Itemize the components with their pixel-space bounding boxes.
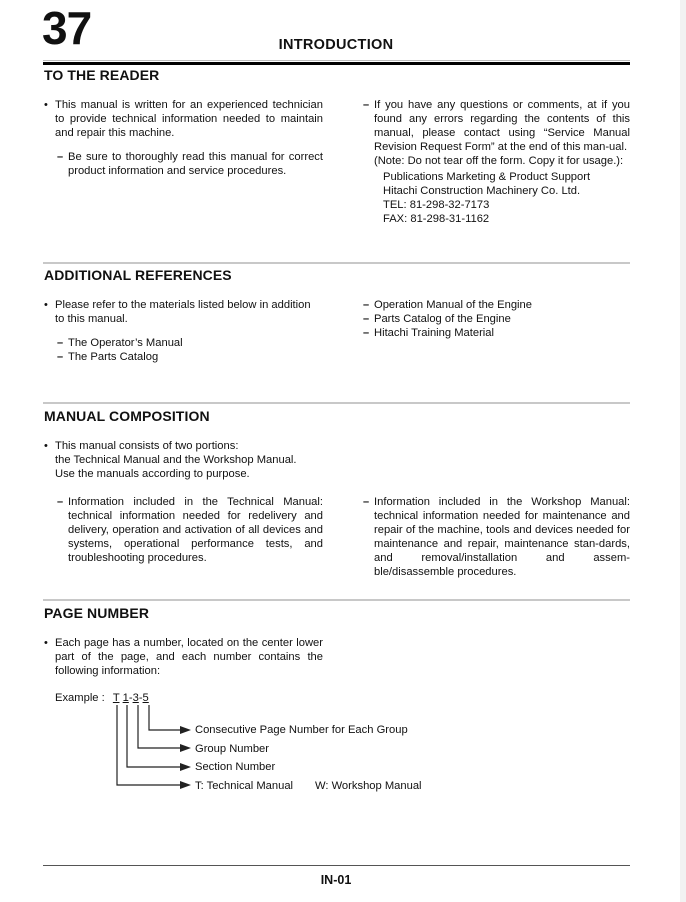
list-item-text: The Parts Catalog: [68, 351, 159, 363]
dash-bullet-icon: –: [363, 313, 370, 325]
section-title-to-the-reader: TO THE READER: [44, 67, 160, 83]
example-part-section: 1: [122, 692, 129, 704]
technical-manual-text: Information included in the Technical Manual: technical information needed for redelivery and delivery, operation and activation of all devices and systems, operational performance tests, and troubleshooting procedures.: [68, 496, 323, 564]
page-number-bullet-text: Each page has a number, located on the center lower part of the page, and each number contains the following information:: [55, 637, 323, 677]
arrow-icon: [180, 781, 191, 789]
example-part-group: 3: [132, 692, 139, 704]
composition-bullet: [44, 439, 335, 453]
connector-page-line: [149, 705, 182, 730]
connector-section-line: [127, 705, 182, 767]
section-divider: [43, 402, 630, 404]
example-label: Example :: [55, 692, 105, 704]
arrow-icon: [180, 726, 191, 734]
section-title-manual-composition: MANUAL COMPOSITION: [44, 408, 210, 424]
workshop-manual-bullet: [363, 495, 630, 579]
reader-contact-bullet: [363, 98, 630, 154]
page-number-info: [44, 636, 323, 678]
composition-line: the Technical Manual and the Workshop Manual.: [55, 454, 297, 466]
contact-block: [383, 170, 630, 226]
footer-page-id: IN-01: [320, 873, 352, 887]
page-title: INTRODUCTION: [278, 37, 394, 53]
example-separator: -: [128, 692, 133, 704]
workshop-manual-text: Information included in the Workshop Manual: technical information needed for maintenance and repair of the machine, tools and devices needed for maintenance and repair, maintenance stan-dards, and removal/installation and assem-ble/disassemble procedures.: [374, 496, 630, 578]
section-divider: [43, 262, 630, 264]
references-sub-list: [57, 336, 323, 364]
section-title-additional-references: ADDITIONAL REFERENCES: [44, 267, 232, 283]
legend-workshop-manual: W: Workshop Manual: [315, 780, 422, 792]
list-item-text: Operation Manual of the Engine: [374, 299, 532, 311]
reader-bullet-text: This manual is written for an experienced technician to provide technical information needed to maintain and repair this machine.: [55, 99, 323, 139]
dash-bullet-icon: –: [57, 351, 64, 363]
chapter-number: 37: [42, 2, 92, 54]
dash-bullet-icon: –: [57, 496, 64, 508]
bullet-icon: •: [44, 637, 48, 649]
technical-manual-info: [57, 495, 323, 565]
reader-left-column: [44, 98, 323, 178]
bullet-icon: •: [44, 440, 48, 452]
list-item-text: Parts Catalog of the Engine: [374, 313, 511, 325]
dash-bullet-icon: –: [57, 337, 64, 349]
bullet-icon: •: [44, 99, 48, 111]
connector-group-line: [138, 705, 182, 748]
dash-bullet-icon: –: [57, 151, 64, 163]
legend-technical-manual: T: Technical Manual: [195, 780, 294, 792]
arrow-icon: [180, 763, 191, 771]
header-rule-thin: [43, 60, 630, 61]
composition-intro: [44, 439, 335, 481]
list-item: [57, 350, 323, 364]
dash-bullet-icon: –: [363, 496, 370, 508]
page-number-diagram: [100, 703, 195, 793]
list-item: [57, 336, 323, 350]
legend-group-number: Group Number: [195, 743, 269, 755]
workshop-manual-info: [363, 495, 630, 579]
page-number-bullet: [44, 636, 323, 678]
references-bullet: [44, 298, 323, 326]
section-divider: [43, 599, 630, 601]
list-item: [363, 298, 630, 312]
reader-note: (Note: Do not tear off the form. Copy it for usage.):: [374, 155, 624, 167]
example-separator: -: [138, 692, 143, 704]
list-item-text: The Operator’s Manual: [68, 337, 183, 349]
reader-sub-bullet: [57, 150, 323, 178]
page-edge: [680, 0, 686, 902]
arrow-icon: [180, 744, 191, 752]
references-right-column: [363, 298, 630, 340]
reader-contact-text: If you have any questions or comments, at if you found any errors regarding the contents of this manual, please contact using “Service Manual Revision Request Form” at the end of this man-ual.: [374, 99, 630, 153]
reader-sub-bullet-text: Be sure to thoroughly read this manual for correct product information and service procedures.: [68, 151, 323, 177]
list-item-text: Hitachi Training Material: [374, 327, 495, 339]
list-item: [363, 312, 630, 326]
composition-line: Use the manuals according to purpose.: [55, 468, 250, 480]
list-item: [363, 326, 630, 340]
section-title-page-number: PAGE NUMBER: [44, 605, 150, 621]
dash-bullet-icon: –: [363, 299, 370, 311]
header-rule-thick: [43, 62, 630, 65]
composition-line: This manual consists of two portions:: [55, 440, 239, 452]
dash-bullet-icon: –: [363, 327, 370, 339]
contact-line: Publications Marketing & Product Support: [383, 171, 591, 183]
dash-bullet-icon: –: [363, 99, 370, 111]
footer-rule: [43, 865, 630, 866]
legend-consecutive-page: Consecutive Page Number for Each Group: [195, 724, 408, 736]
contact-line: Hitachi Construction Machinery Co. Ltd.: [383, 185, 581, 197]
references-bullet-text: Please refer to the materials listed below in addition to this manual.: [55, 299, 311, 325]
references-left-column: [44, 298, 323, 364]
contact-phone: TEL: 81-298-32-7173: [383, 199, 490, 211]
technical-manual-bullet: [57, 495, 323, 565]
reader-right-column: [363, 98, 630, 226]
bullet-icon: •: [44, 299, 48, 311]
contact-fax: FAX: 81-298-31-1162: [383, 213, 490, 225]
legend-section-number: Section Number: [195, 761, 276, 773]
example-part-manual: T: [112, 692, 120, 704]
reader-bullet: [44, 98, 323, 140]
example-part-page: 5: [142, 692, 149, 704]
